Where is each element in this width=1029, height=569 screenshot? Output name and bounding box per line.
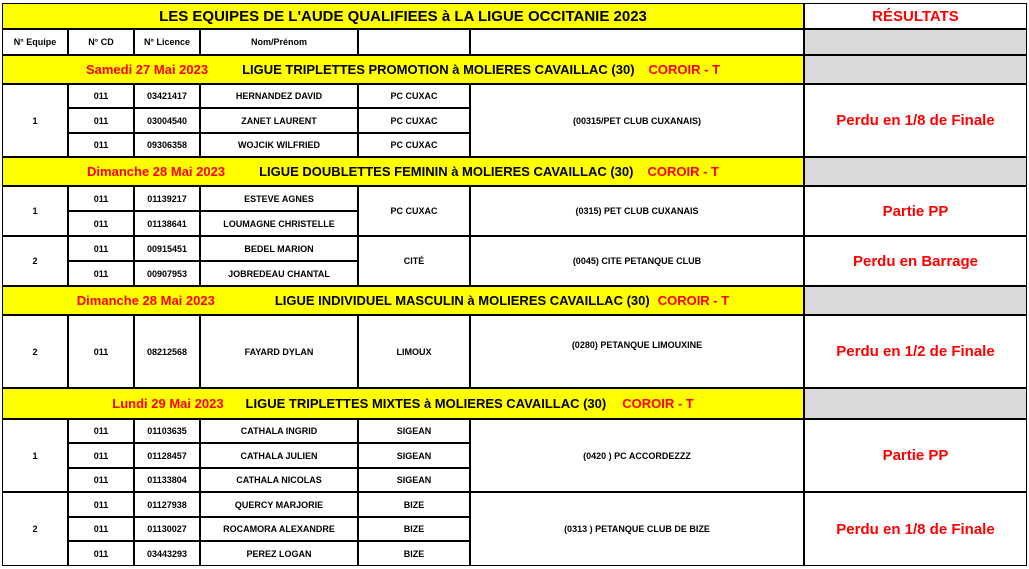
col-header-licence: N° Licence [134,29,200,55]
club-full-name: (0045) CITE PETANQUE CLUB [470,236,804,286]
player-licence: 09306358 [134,133,200,157]
col-header-club [358,29,470,55]
team-number: 1 [2,84,68,157]
player-name: PEREZ LOGAN [200,541,358,566]
section-coroir: COROIR - T [622,396,694,411]
player-club: PC CUXAC [358,108,470,133]
section-date: Lundi 29 Mai 2023 [112,396,224,411]
col-header-cd: N° CD [68,29,134,55]
team-result: Partie PP [804,186,1027,236]
player-licence: 01103635 [134,419,200,443]
club-full-name: (0280) PETANQUE LIMOUXINE [470,315,804,388]
player-club: BIZE [358,492,470,517]
section-event: LIGUE TRIPLETTES MIXTES à MOLIERES CAVAILLAC (30) [245,396,607,411]
player-cd: 011 [68,541,134,566]
club-full-name: (0315) PET CLUB CUXANAIS [470,186,804,236]
player-club: PC CUXAC [358,133,470,157]
section-header-2 [2,157,804,186]
section-date: Samedi 27 Mai 2023 [85,62,209,77]
player-name: LOUMAGNE CHRISTELLE [200,211,358,236]
team-number: 2 [2,315,68,388]
player-licence: 03004540 [134,108,200,133]
player-cd: 011 [68,468,134,492]
player-licence: 01133804 [134,468,200,492]
results-grey-cell [804,29,1027,55]
player-licence: 01139217 [134,186,200,211]
player-cd: 011 [68,443,134,468]
player-licence: 00915451 [134,236,200,261]
team-result: Perdu en 1/8 de Finale [804,492,1027,566]
team-result: Partie PP [804,419,1027,492]
player-cd: 011 [68,211,134,236]
col-header-equipe: N° Equipe [2,29,68,55]
team-number: 1 [2,186,68,236]
results-grey-cell [804,55,1027,84]
section-header-3 [2,286,804,315]
player-club: SIGEAN [358,443,470,468]
team-number: 2 [2,236,68,286]
player-cd: 011 [68,108,134,133]
player-cd: 011 [68,492,134,517]
player-name: CATHALA JULIEN [200,443,358,468]
section-event: LIGUE DOUBLETTES FEMININ à MOLIERES CAVAILLAC (30) [259,164,634,179]
club-full-name: (0313 ) PETANQUE CLUB DE BIZE [470,492,804,566]
player-name: WOJCIK WILFRIED [200,133,358,157]
section-date: Dimanche 28 Mai 2023 [87,164,226,179]
player-club: PC CUXAC [358,84,470,108]
section-event: LIGUE INDIVIDUEL MASCULIN à MOLIERES CAVAILLAC (30) [274,293,650,308]
section-coroir: COROIR - T [657,293,730,308]
player-licence: 03421417 [134,84,200,108]
section-event: LIGUE TRIPLETTES PROMOTION à MOLIERES CAVAILLAC (30) [242,62,635,77]
results-header: RÉSULTATS [804,3,1027,29]
player-name: FAYARD DYLAN [200,315,358,388]
player-name: JOBREDEAU CHANTAL [200,261,358,286]
player-licence: 01138641 [134,211,200,236]
team-result: Perdu en Barrage [804,236,1027,286]
team-number: 2 [2,492,68,566]
team-number: 1 [2,419,68,492]
player-cd: 011 [68,133,134,157]
results-grey-cell [804,286,1027,315]
player-name: ZANET LAURENT [200,108,358,133]
team-club: CITÉ [358,236,470,286]
club-full-name: (00315/PET CLUB CUXANAIS) [470,84,804,157]
player-name: CATHALA NICOLAS [200,468,358,492]
player-club: BIZE [358,517,470,541]
section-header-4 [2,388,804,419]
player-club: SIGEAN [358,419,470,443]
player-cd: 011 [68,261,134,286]
page-title: LES EQUIPES DE L'AUDE QUALIFIEES à LA LIGUE OCCITANIE 2023 [2,3,804,29]
player-club: SIGEAN [358,468,470,492]
section-date: Dimanche 28 Mai 2023 [76,293,215,308]
section-header-1 [2,55,804,84]
player-cd: 011 [68,517,134,541]
player-cd: 011 [68,419,134,443]
results-grey-cell [804,157,1027,186]
player-name: ESTEVE AGNES [200,186,358,211]
player-cd: 011 [68,236,134,261]
player-licence: 00907953 [134,261,200,286]
section-coroir: COROIR - T [648,62,721,77]
col-header-nom: Nom/Prénom [200,29,358,55]
player-licence: 03443293 [134,541,200,566]
player-name: QUERCY MARJORIE [200,492,358,517]
team-club: PC CUXAC [358,186,470,236]
player-licence: 01130027 [134,517,200,541]
player-name: ROCAMORA ALEXANDRE [200,517,358,541]
team-result: Perdu en 1/8 de Finale [804,84,1027,157]
player-name: HERNANDEZ DAVID [200,84,358,108]
results-grey-cell [804,388,1027,419]
player-name: BEDEL MARION [200,236,358,261]
player-cd: 011 [68,84,134,108]
player-cd: 011 [68,186,134,211]
player-name: CATHALA INGRID [200,419,358,443]
player-licence: 08212568 [134,315,200,388]
player-licence: 01127938 [134,492,200,517]
club-full-name: (0420 ) PC ACCORDEZZZ [470,419,804,492]
player-licence: 01128457 [134,443,200,468]
player-cd: 011 [68,315,134,388]
team-result: Perdu en 1/2 de Finale [804,315,1027,388]
player-club: BIZE [358,541,470,566]
section-coroir: COROIR - T [647,164,719,179]
col-header-club-full [470,29,804,55]
player-club: LIMOUX [358,315,470,388]
